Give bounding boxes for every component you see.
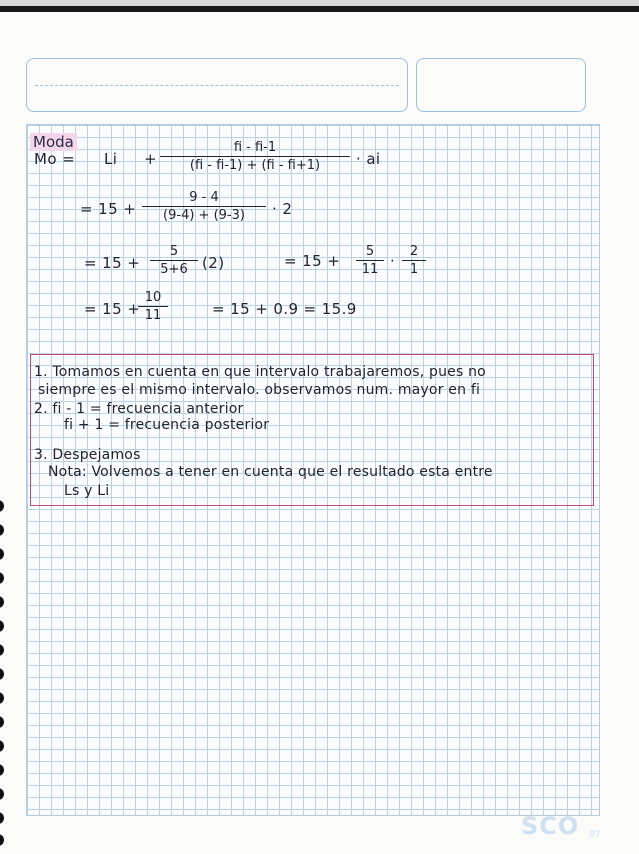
header-box-right [416, 58, 586, 112]
step3-fraction-2 [356, 244, 384, 277]
step3-dot: · [390, 252, 396, 270]
step3-fraction [150, 244, 198, 277]
step4-numerator: 10 [144, 290, 162, 305]
step3-numerator-3: 2 [409, 244, 419, 259]
note-line-2: siempre es el mismo intervalo. observamos num. mayor en fi [38, 382, 481, 398]
note-line-4: fi + 1 = frecuencia posterior [64, 417, 270, 433]
notebook-logo-sub: 87 [589, 830, 601, 840]
step4-fraction [138, 290, 168, 323]
formula-denominator: (fi - fi-1) + (fi - fi+1) [189, 158, 321, 173]
step4-result: = 15 + 0.9 = 15.9 [212, 300, 357, 318]
step2-prefix: = 15 + [80, 200, 137, 218]
formula-li: Li [104, 150, 118, 168]
step3-denominator-2: 11 [361, 262, 379, 277]
step3-eq: = 15 + [284, 252, 341, 270]
step2-suffix: · 2 [272, 200, 293, 218]
step4-prefix: = 15 + [84, 300, 141, 318]
step3-denominator-3: 1 [409, 262, 419, 277]
step2-denominator: (9-4) + (9-3) [163, 208, 245, 223]
note-line-6: Nota: Volvemos a tener en cuenta que el resultado esta entre [48, 464, 493, 480]
formula-plus: + [144, 150, 157, 168]
step3-denominator: 5+6 [160, 262, 188, 277]
formula-numerator: fi - fi-1 [233, 140, 277, 155]
step2-fraction [142, 190, 266, 223]
formula-lhs: Mo = [34, 150, 76, 168]
step3-mult: (2) [202, 254, 225, 272]
note-line-5: 3. Despejamos [34, 447, 141, 463]
note-line-7: Ls y Li [64, 483, 110, 499]
note-line-1: 1. Tomamos en cuenta en que intervalo trabajaremos, pues no [34, 364, 486, 380]
binding-holes [0, 500, 8, 848]
step3-numerator-2: 5 [365, 244, 375, 259]
formula-times: · ai [356, 150, 381, 168]
header-box-left [26, 58, 408, 112]
formula-fraction [160, 140, 350, 173]
notebook-logo: SCO [521, 812, 580, 840]
note-line-3: 2. fi - 1 = frecuencia anterior [34, 401, 244, 417]
step2-numerator: 9 - 4 [189, 190, 219, 205]
step3-numerator: 5 [169, 244, 179, 259]
step3-prefix: = 15 + [84, 254, 141, 272]
page-title: Moda [30, 133, 77, 151]
step4-denominator: 11 [144, 308, 162, 323]
step3-fraction-3 [402, 244, 426, 277]
